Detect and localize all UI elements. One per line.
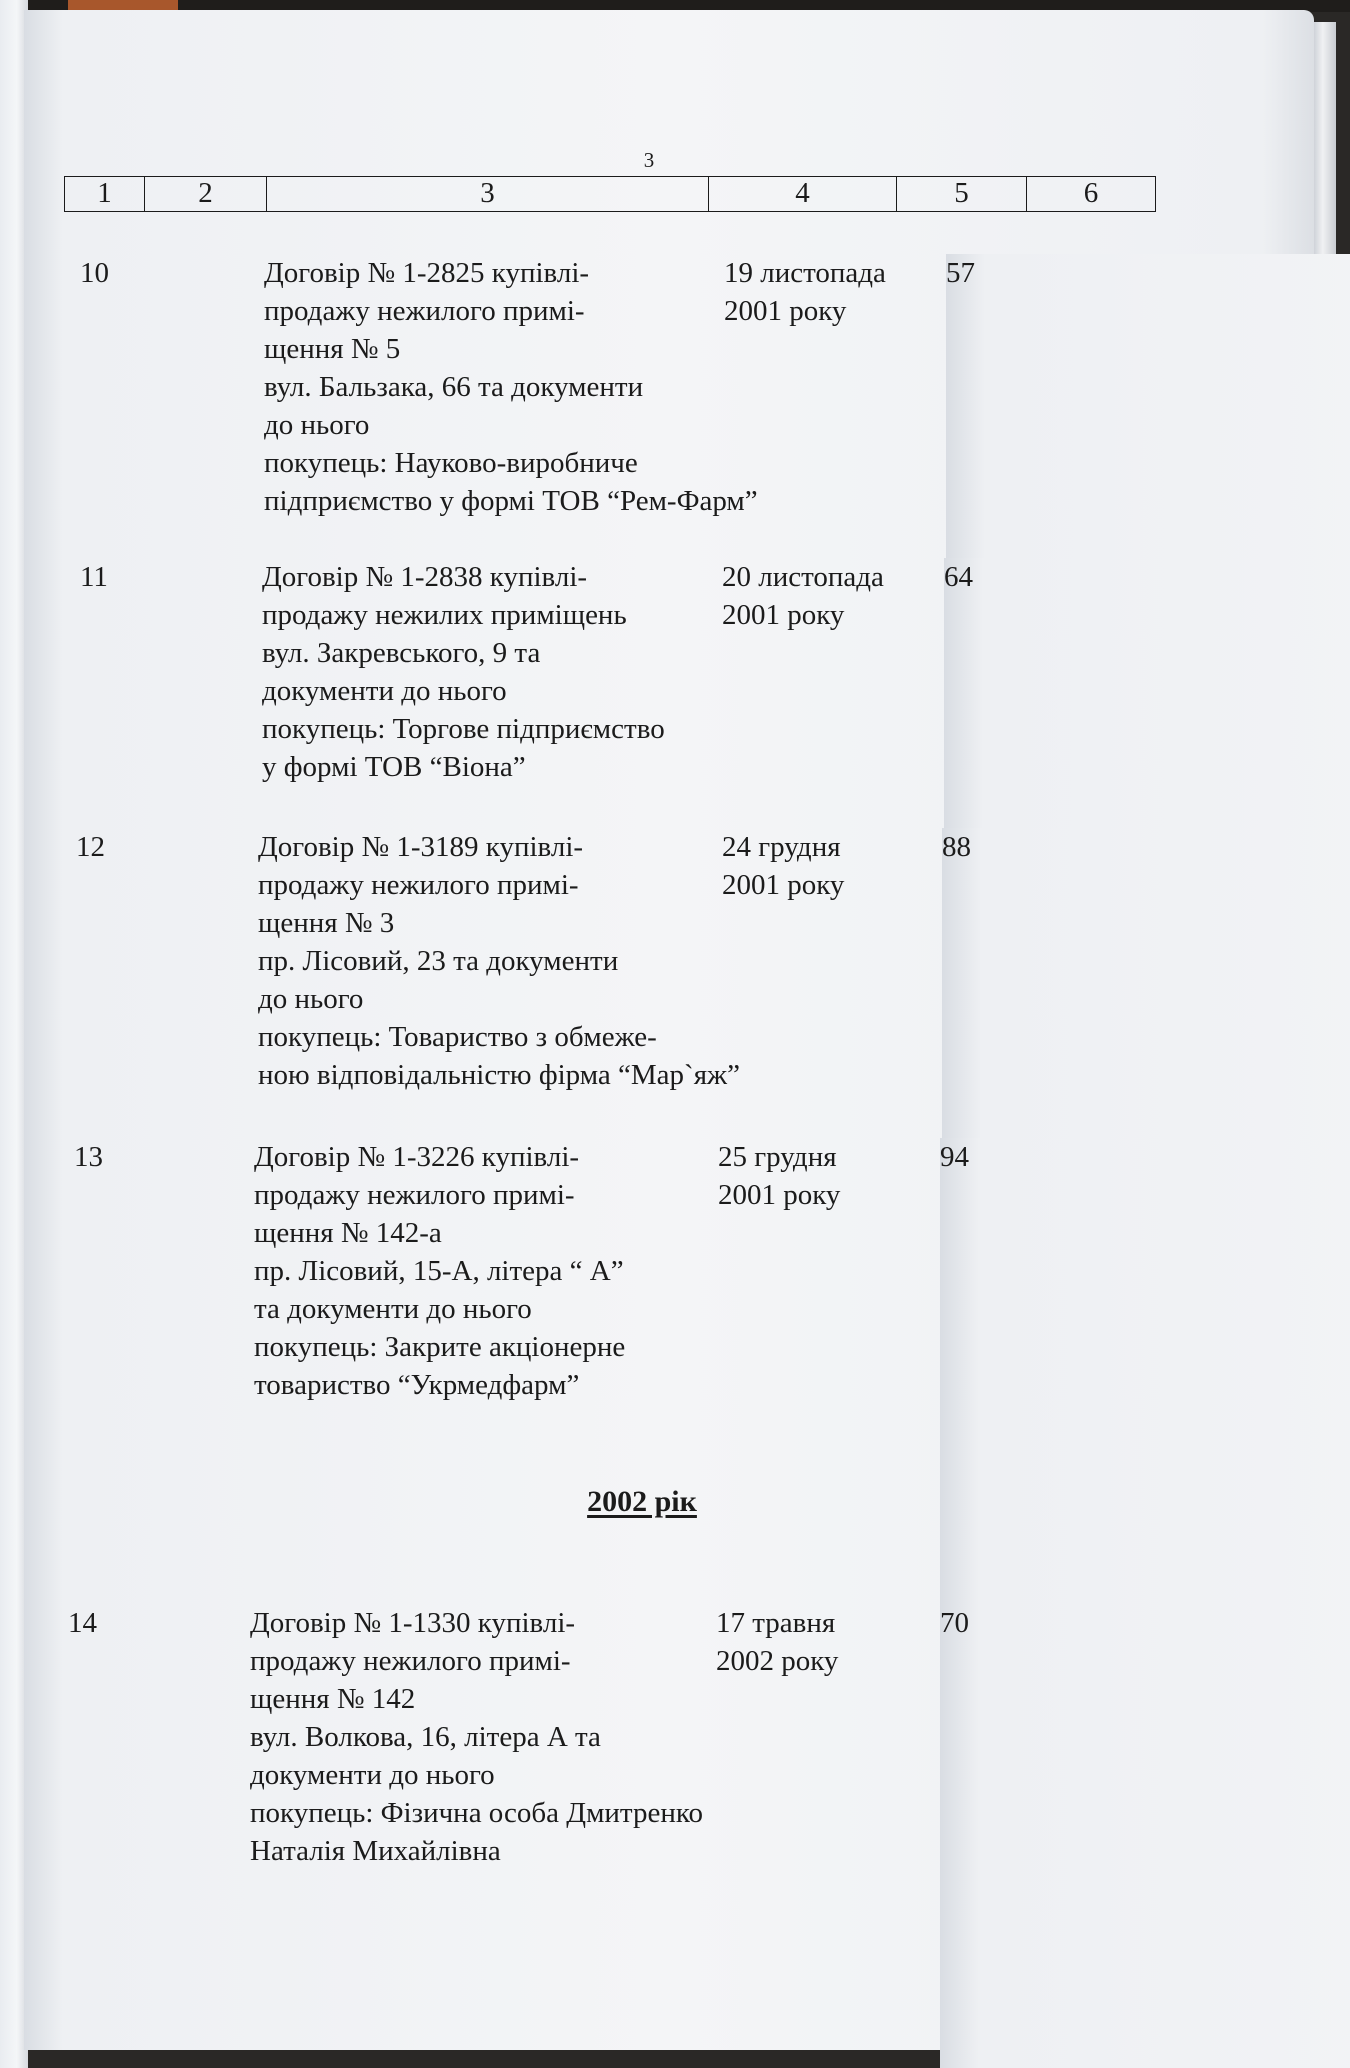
description-line: документи до нього xyxy=(250,1759,495,1791)
description-line: до нього xyxy=(264,409,370,441)
description-line: Договір № 1-2825 купівлі- xyxy=(264,257,590,289)
entry-description xyxy=(258,828,740,1094)
date-line: 2001 року xyxy=(718,1179,841,1211)
description-line: покупець: Закрите акціонерне xyxy=(254,1331,626,1363)
date-line: 2001 року xyxy=(722,599,845,631)
description-line: до нього xyxy=(258,983,364,1015)
entry-page-number: 57 xyxy=(946,254,1350,2068)
date-line: 2002 року xyxy=(716,1645,839,1677)
description-line: покупець: Товариство з обмеже- xyxy=(258,1021,657,1053)
entry-description xyxy=(264,254,758,520)
description-line: Договір № 1-3226 купівлі- xyxy=(254,1141,580,1173)
description-line: щення № 142-а xyxy=(254,1217,442,1249)
column-header-1: 1 xyxy=(65,177,145,211)
entry-number: 14 xyxy=(68,1607,97,1639)
date-line: 24 грудня xyxy=(722,831,841,863)
description-line: Договір № 1-3189 купівлі- xyxy=(258,831,584,863)
entry-number: 12 xyxy=(76,831,105,863)
description-line: щення № 3 xyxy=(258,907,395,939)
column-header-2: 2 xyxy=(145,177,267,211)
description-line: покупець: Торгове підприємство xyxy=(262,713,665,745)
description-line: пр. Лісовий, 15-А, літера “ А” xyxy=(254,1255,624,1287)
column-header-row xyxy=(64,176,1156,212)
description-line: у формі ТОВ “Віона” xyxy=(262,751,526,783)
entry-description xyxy=(262,558,665,786)
entry-page-number: 94 xyxy=(940,1138,1350,2068)
description-line: вул. Волкова, 16, літера А та xyxy=(250,1721,601,1753)
entry-date xyxy=(722,828,844,904)
year-heading: 2002 рік xyxy=(587,1485,697,1518)
description-line: Договір № 1-1330 купівлі- xyxy=(250,1607,576,1639)
date-line: 19 листопада xyxy=(724,257,886,289)
entry-date xyxy=(724,254,886,330)
description-line: вул. Закревського, 9 та xyxy=(262,637,541,669)
list-item xyxy=(24,1604,1124,1884)
document-page xyxy=(24,10,1314,2050)
date-line: 2001 року xyxy=(724,295,847,327)
description-line: щення № 142 xyxy=(250,1683,416,1715)
column-header-4: 4 xyxy=(709,177,897,211)
entry-date xyxy=(716,1604,838,1680)
entry-date xyxy=(718,1138,840,1214)
description-line: підприємство у формі ТОВ “Рем-Фарм” xyxy=(264,485,758,517)
description-line: вул. Бальзака, 66 та документи xyxy=(264,371,644,403)
list-item xyxy=(24,1138,1124,1418)
entry-description xyxy=(250,1604,703,1870)
description-line: пр. Лісовий, 23 та документи xyxy=(258,945,619,977)
description-line: покупець: Науково-виробниче xyxy=(264,447,638,479)
description-line: товариство “Укрмедфарм” xyxy=(254,1369,580,1401)
list-item xyxy=(24,828,1124,1108)
description-line: документи до нього xyxy=(262,675,507,707)
entry-page-number: 88 xyxy=(942,828,1350,2068)
entry-page-number: 70 xyxy=(940,1604,1350,2068)
description-line: продажу нежилого примі- xyxy=(258,869,579,901)
entry-number: 10 xyxy=(80,257,109,289)
entry-description xyxy=(254,1138,625,1404)
date-line: 20 листопада xyxy=(722,561,884,593)
description-line: Договір № 1-2838 купівлі- xyxy=(262,561,588,593)
entry-number: 13 xyxy=(74,1141,103,1173)
description-line: продажу нежилого примі- xyxy=(264,295,585,327)
description-line: продажу нежилих приміщень xyxy=(262,599,627,631)
column-header-3: 3 xyxy=(267,177,709,211)
description-line: та документи до нього xyxy=(254,1293,532,1325)
entry-number: 11 xyxy=(80,561,108,593)
date-line: 25 грудня xyxy=(718,1141,837,1173)
entry-date xyxy=(722,558,884,634)
list-item xyxy=(24,254,1124,534)
date-line: 2001 року xyxy=(722,869,845,901)
column-header-6: 6 xyxy=(1083,177,1099,209)
description-line: продажу нежилого примі- xyxy=(250,1645,571,1677)
description-line: покупець: Фізична особа Дмитренко xyxy=(250,1797,703,1829)
description-line: ною відповідальністю фірма “Мар`яж” xyxy=(258,1059,740,1091)
date-line: 17 травня xyxy=(716,1607,836,1639)
description-line: продажу нежилого примі- xyxy=(254,1179,575,1211)
description-line: Наталія Михайлівна xyxy=(250,1835,501,1867)
description-line: щення № 5 xyxy=(264,333,401,365)
page-number: 3 xyxy=(643,148,655,172)
list-item xyxy=(24,558,1124,798)
column-header-5: 5 xyxy=(897,177,1027,211)
entry-page-number: 64 xyxy=(944,558,1350,2068)
